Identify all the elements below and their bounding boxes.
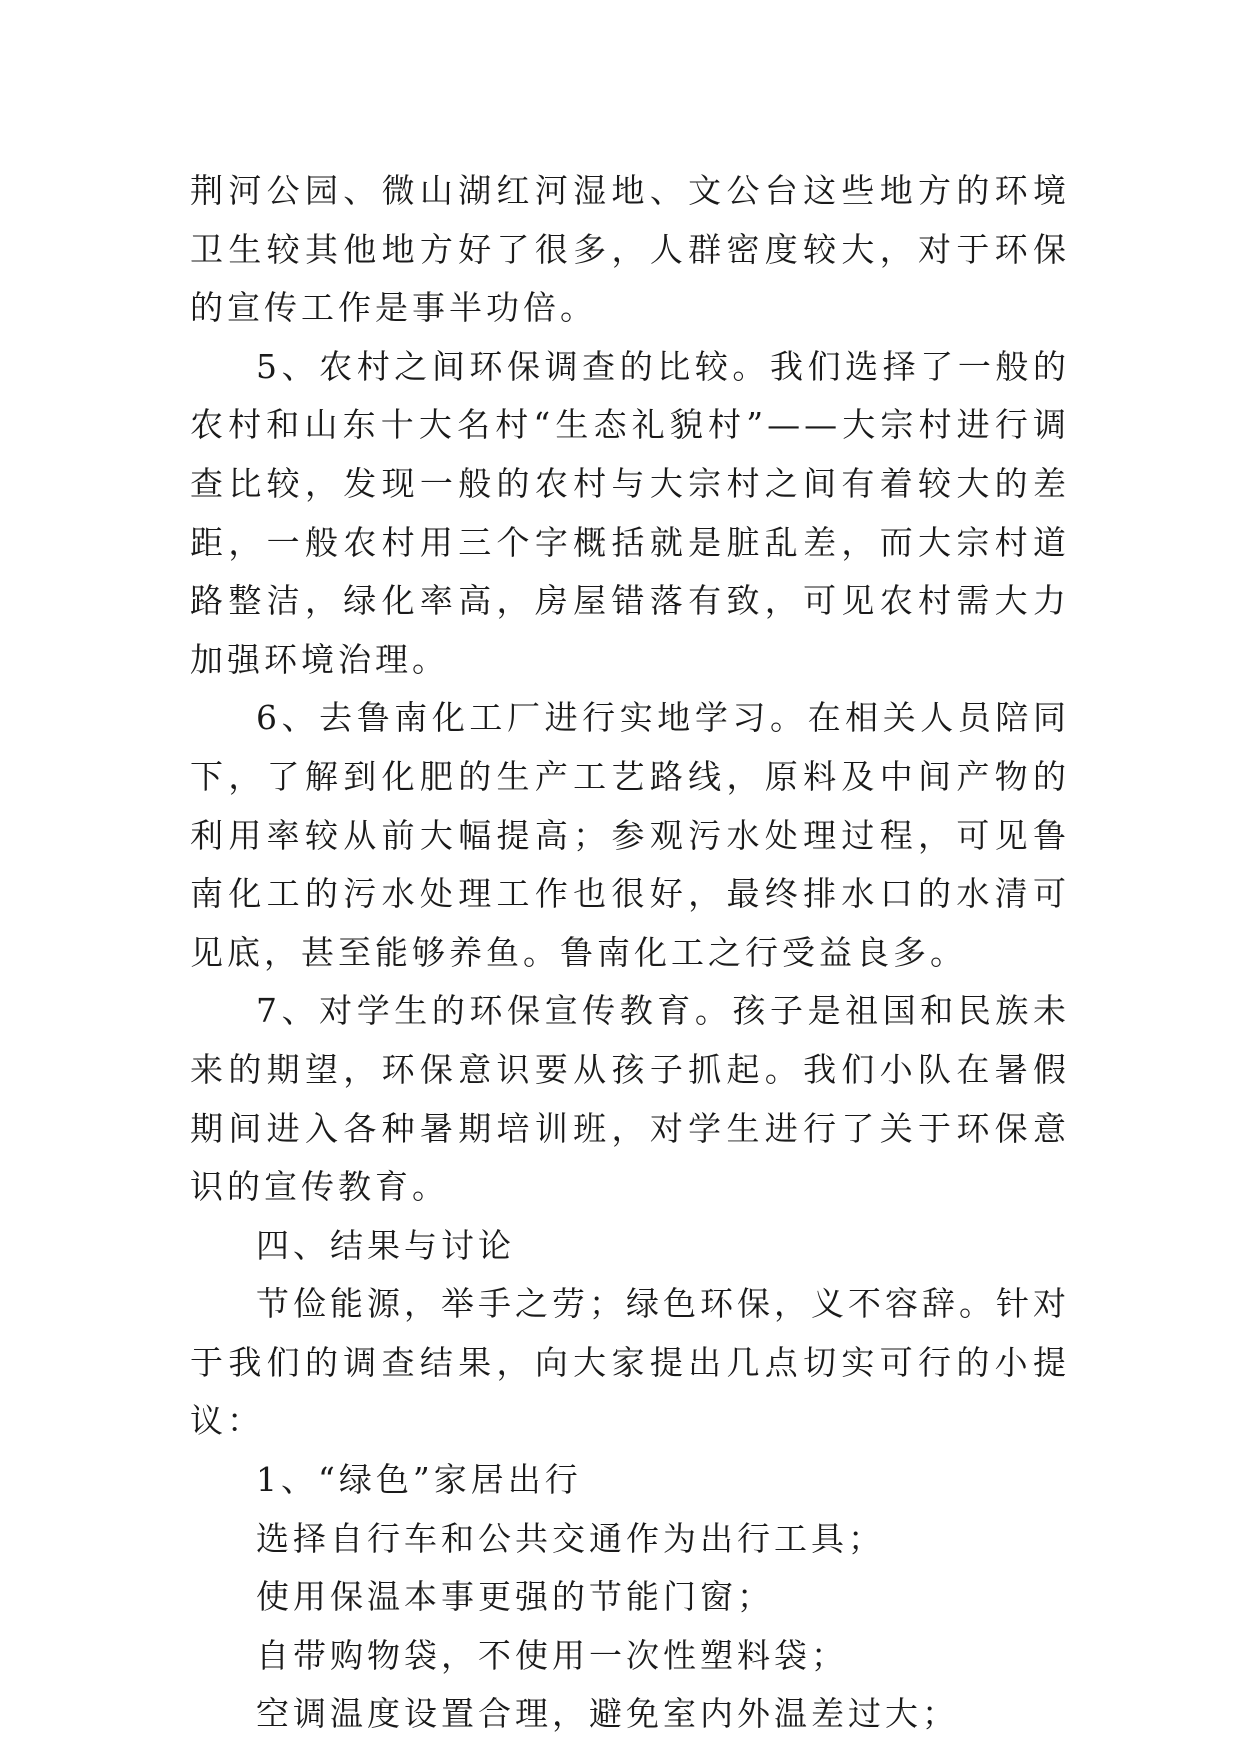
subheading-green-home: 1、“绿色”家居出行	[256, 1460, 582, 1500]
list-item: 选择自行车和公共交通作为出行工具；	[256, 1518, 885, 1558]
list-item: 使用保温本事更强的节能门窗；	[256, 1577, 774, 1617]
section-heading: 四、结果与讨论	[256, 1225, 515, 1265]
paragraph-item-6: 6、去鲁南化工厂进行实地学习。在相关人员陪同下，了解到化肥的生产工艺路线，原料及中间产物的利用率较从前大幅提高；参观污水处理过程，可见鲁南化工的污水处理工作也很好，最终排水口的水清可见底，甚至能够养鱼。鲁南化工之行受益良多。	[190, 698, 1070, 972]
paragraph-intro: 节俭能源，举手之劳；绿色环保，义不容辞。针对于我们的调查结果，向大家提出几点切实可行的小提议：	[190, 1284, 1070, 1441]
paragraph-1: 荆河公园、微山湖红河湿地、文公台这些地方的环境卫生较其他地方好了很多，人群密度较大，对于环保的宣传工作是事半功倍。	[190, 171, 1070, 328]
paragraph-item-5: 5、农村之间环保调查的比较。我们选择了一般的农村和山东十大名村“生态礼貌村”——大宗村进行调查比较，发现一般的农村与大宗村之间有着较大的差距，一般农村用三个字概括就是脏乱差，而大宗村道路整洁，绿化率高，房屋错落有致，可见农村需大力加强环境治理。	[190, 346, 1070, 679]
paragraph-item-7: 7、对学生的环保宣传教育。孩子是祖国和民族未来的期望，环保意识要从孩子抓起。我们小队在暑假期间进入各种暑期培训班，对学生进行了关于环保意识的宣传教育。	[190, 991, 1070, 1207]
list-item: 空调温度设置合理，避免室内外温差过大；	[256, 1694, 959, 1734]
list-item: 自带购物袋，不使用一次性塑料袋；	[256, 1635, 848, 1675]
document-body	[190, 162, 1070, 1744]
